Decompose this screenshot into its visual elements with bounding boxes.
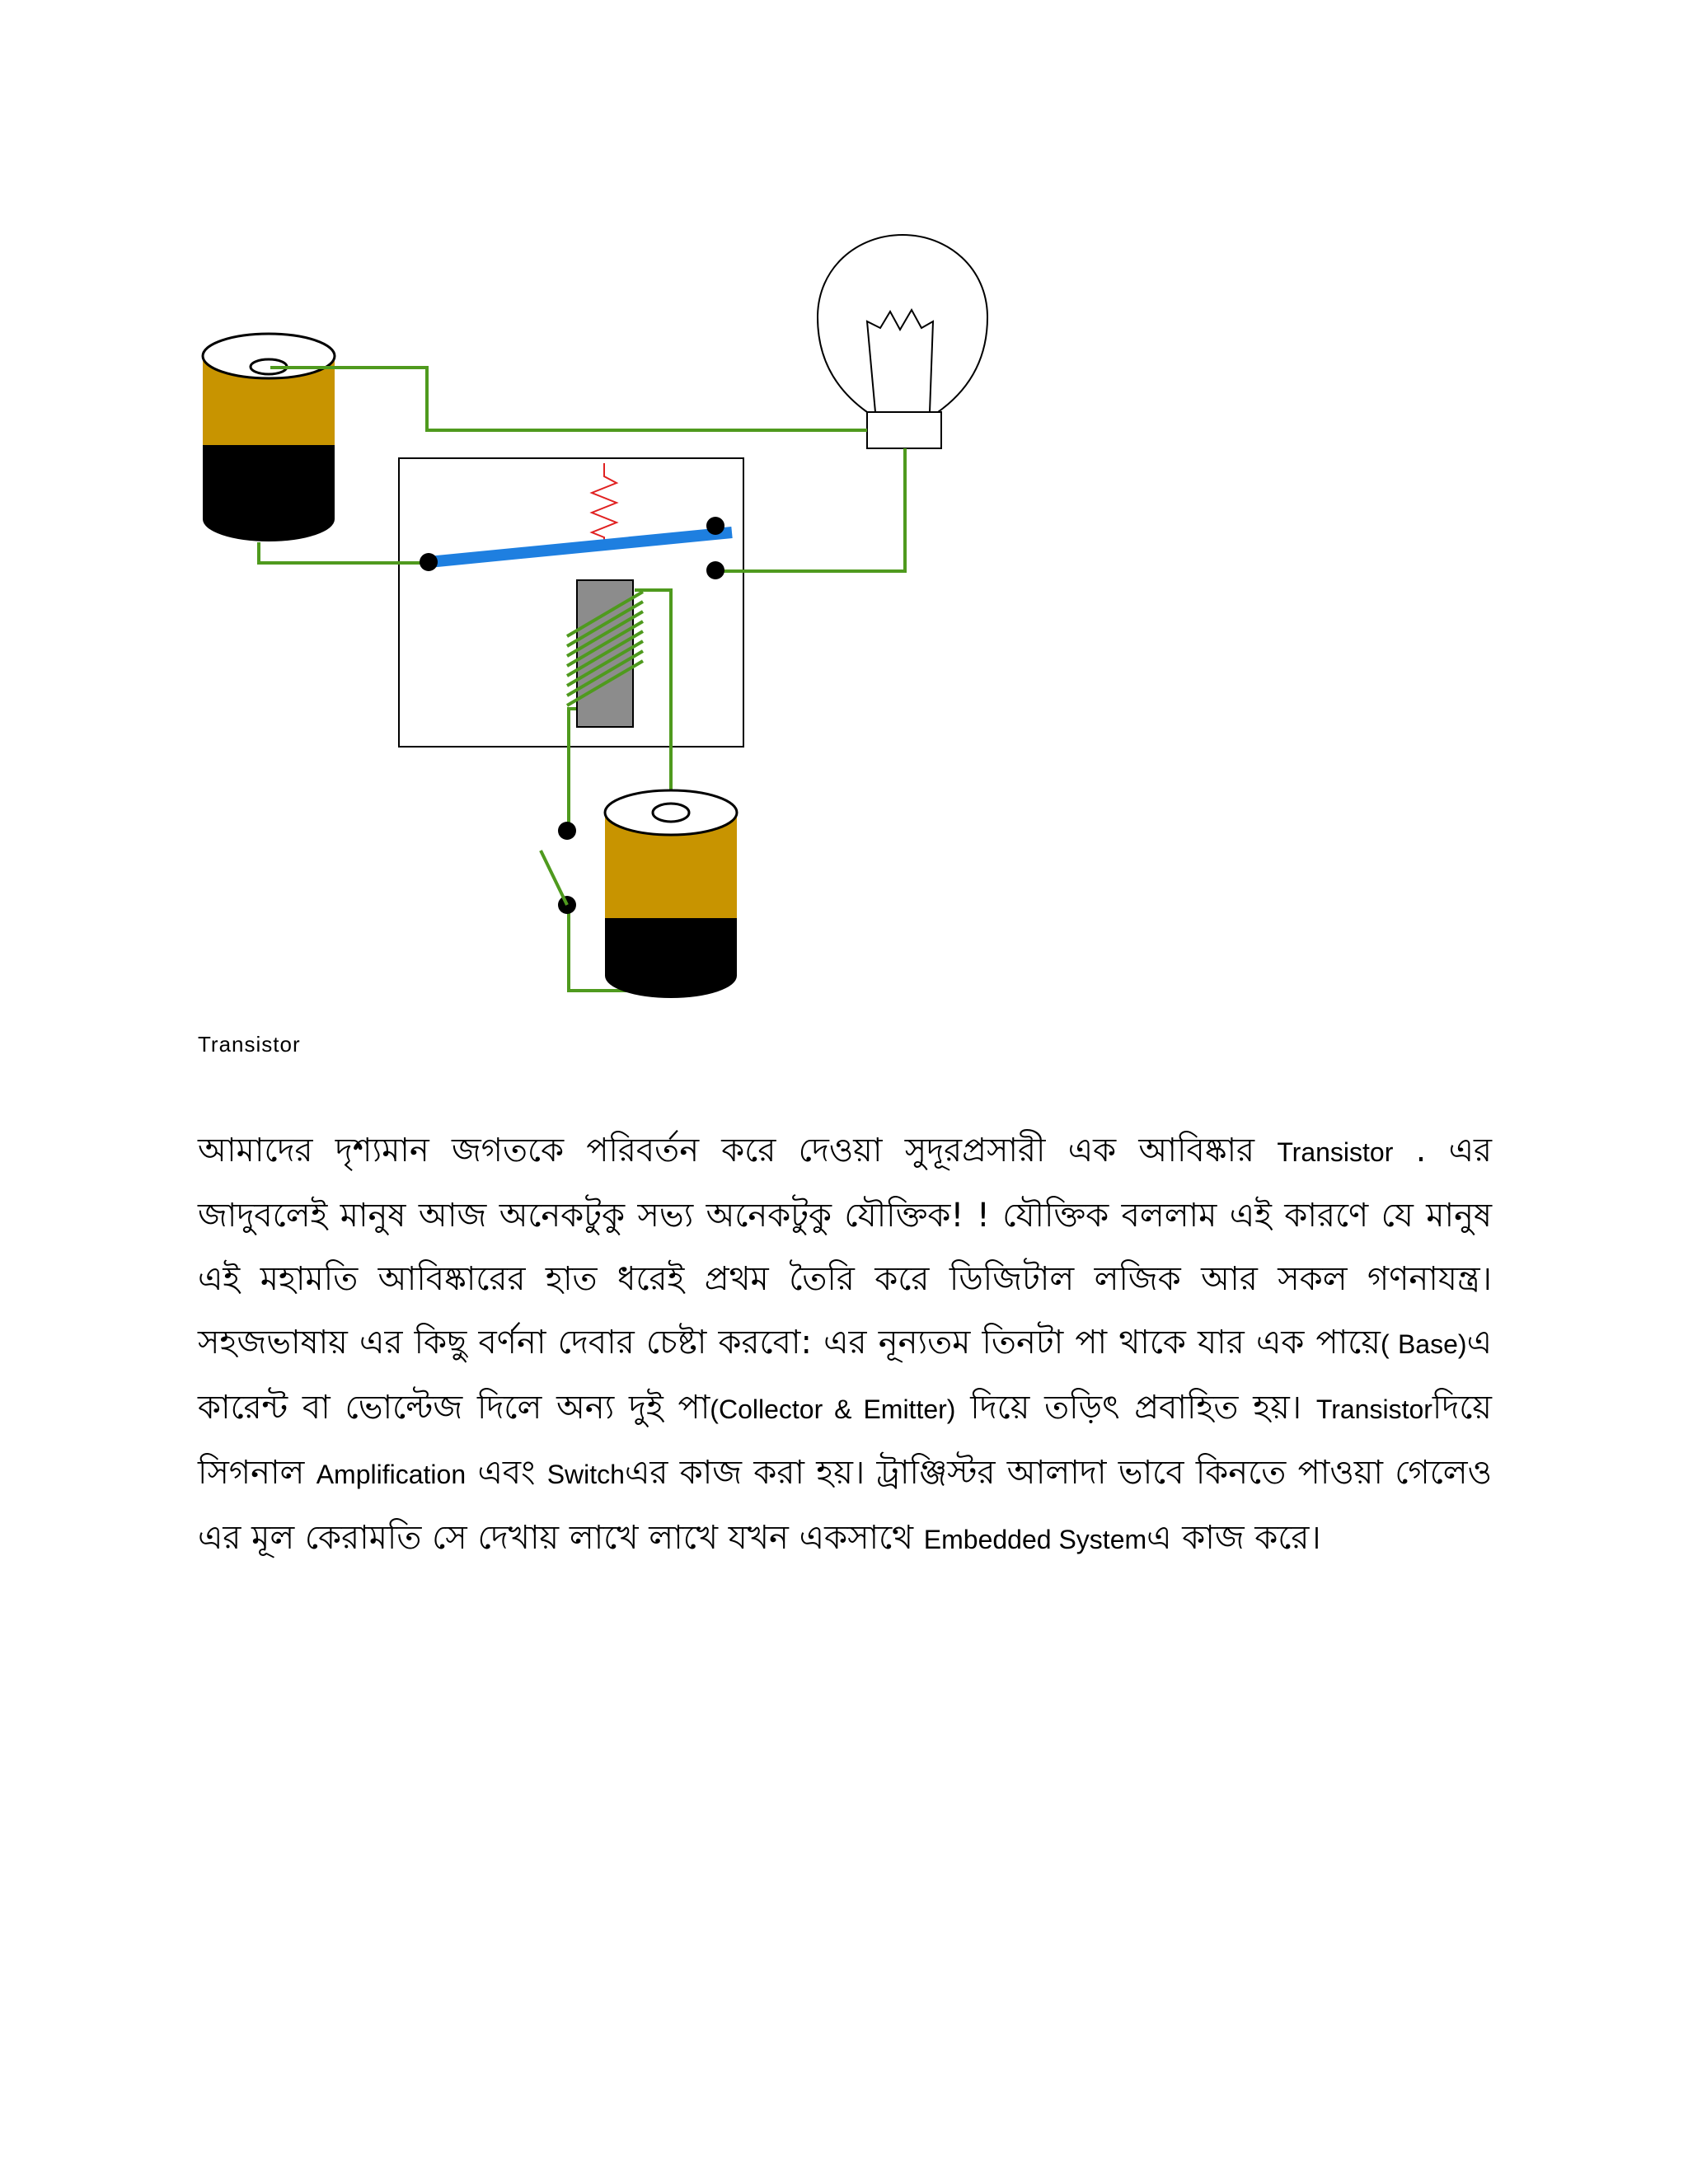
battery-bottom-cap <box>605 954 737 998</box>
wire-battery-to-lamp <box>270 368 867 430</box>
switch-arm <box>541 851 567 905</box>
figure-caption: Transistor <box>198 1032 301 1057</box>
battery-bottom-cap <box>203 497 335 541</box>
bulb-glass <box>818 235 987 412</box>
latin-text-run: ( Base) <box>1380 1329 1467 1359</box>
bangla-text-run: এর কাজ করা হয়। ট্রাঞ্জিস্টর আলাদা ভাবে কিনতে পাওয়া গেলেও এর মূল কেরামতি সে দেখায় লাখে লাখে যখন একসাথে <box>198 1454 1493 1557</box>
latin-text-run: Embedded System <box>923 1525 1147 1554</box>
latin-text-run: Amplification <box>316 1460 467 1489</box>
bangla-text-run: এ কাজ করে। <box>1146 1519 1321 1557</box>
bangla-text-run: আমাদের দৃশ্যমান জগতকে পরিবর্তন করে দেওয়া সুদূরপ্রসারী এক আবিষ্কার <box>198 1132 1278 1169</box>
latin-text-run: (Collector & Emitter) <box>710 1394 956 1424</box>
bangla-text-run: এবং <box>466 1454 547 1492</box>
latin-text-run: Switch <box>546 1460 625 1489</box>
light-bulb <box>818 235 987 448</box>
control-switch <box>541 822 576 914</box>
body-paragraph <box>198 1119 1492 1572</box>
contact-upper <box>706 517 724 535</box>
bangla-text-run: দিয়ে সিগনাল <box>198 1389 1492 1492</box>
bulb-base <box>867 412 941 448</box>
armature-pivot <box>420 553 438 571</box>
switch-terminal-top <box>558 822 576 840</box>
bangla-text-run: এ কারেন্ট বা ভোল্টেজ দিলে অন্য দুই পা <box>198 1324 1492 1427</box>
contact-lower <box>706 561 724 579</box>
bottom-battery <box>605 790 737 998</box>
battery-terminal <box>653 804 689 822</box>
top-battery <box>203 334 335 541</box>
bangla-text-run: . এর জাদুবলেই মানুষ আজ অনেকটুকু সভ্য অনেকটুকু যৌক্তিক! ! যৌক্তিক বললাম এই কারণে যে মানুষ এই মহামতি আবিষ্কারের হাত ধরেই প্রথম তৈরি করে ডিজিটাল লজিক আর সকল গণনাযন্ত্র। সহজভাষায় এর কিছু বর্ণনা দেবার চেষ্টা করবো: এর নূন্যতম তিনটা পা থাকে যার এক পায়ে <box>198 1132 1493 1361</box>
relay-circuit-diagram <box>0 0 1688 1014</box>
latin-text-run: Transistor <box>1277 1137 1394 1167</box>
latin-text-run: Transistor <box>1315 1394 1432 1424</box>
bangla-text-run: দিয়ে তড়িৎ প্রবাহিত হয়। <box>955 1389 1316 1427</box>
